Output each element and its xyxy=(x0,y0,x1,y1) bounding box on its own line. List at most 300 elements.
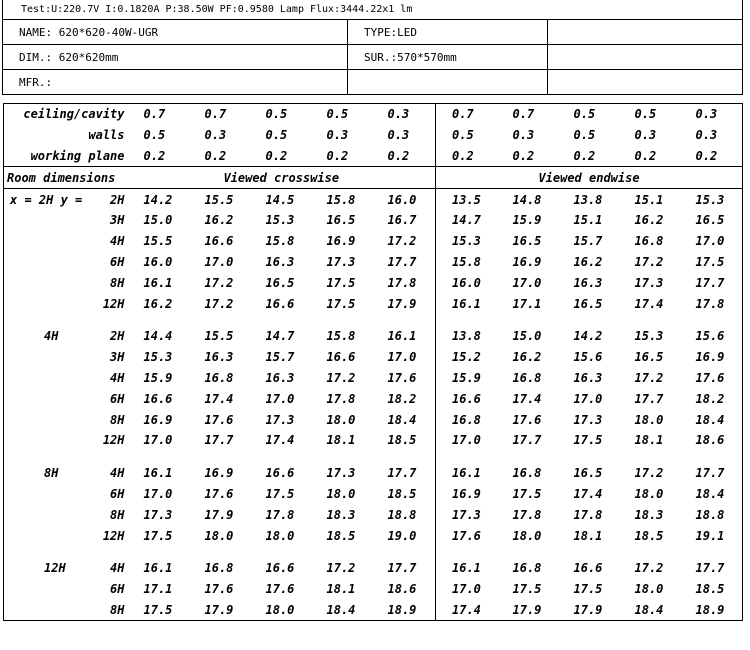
group-spacer xyxy=(4,451,743,463)
ugr-value: 17.7 xyxy=(512,433,542,448)
ugr-value: 17.7 xyxy=(372,558,436,579)
ugr-data-row xyxy=(4,231,743,252)
spacer-cell xyxy=(558,546,619,558)
ugr-value: 16.9 xyxy=(326,234,356,249)
viewed-crosswise-label: Viewed crosswise xyxy=(128,167,436,189)
ugr-value: 15.9 xyxy=(143,370,173,385)
ugr-value: 17.9 xyxy=(204,507,234,522)
empty-cell xyxy=(348,70,548,95)
ugr-value: 17.3 xyxy=(265,412,295,427)
room-y-label: 4H xyxy=(110,561,125,576)
ugr-value: 17.9 xyxy=(558,600,619,621)
spacer-cell xyxy=(436,314,497,326)
ugr-value: 17.5 xyxy=(265,486,295,501)
ugr-value: 0.2 xyxy=(204,148,227,163)
ugr-value: 19.1 xyxy=(680,525,743,546)
ugr-value: 17.6 xyxy=(204,486,234,501)
ugr-data-row xyxy=(4,579,743,600)
ugr-value: 17.4 xyxy=(204,391,234,406)
ugr-value: 15.1 xyxy=(573,213,603,228)
room-y-label: 3H xyxy=(110,350,125,365)
ugr-data-row xyxy=(4,272,743,293)
ugr-value: 0.2 xyxy=(634,148,657,163)
spacer-cell xyxy=(128,546,189,558)
ugr-value: 0.2 xyxy=(143,148,166,163)
ugr-value: 14.2 xyxy=(128,189,189,210)
ugr-value: 17.9 xyxy=(372,293,436,314)
ugr-value: 17.7 xyxy=(634,391,664,406)
ugr-value: 15.8 xyxy=(265,234,295,249)
ugr-value: 15.5 xyxy=(204,329,234,344)
ugr-value: 17.3 xyxy=(143,507,173,522)
ugr-value: 17.6 xyxy=(372,368,436,389)
ugr-value: 15.8 xyxy=(326,329,356,344)
ugr-value: 15.3 xyxy=(143,350,173,365)
ugr-value: 17.8 xyxy=(265,507,295,522)
sur-field: SUR.:570*570mm xyxy=(348,45,548,70)
spacer-cell xyxy=(619,314,680,326)
room-x-label xyxy=(4,409,66,430)
viewed-endwise-label: Viewed endwise xyxy=(436,167,743,189)
ugr-value: 17.3 xyxy=(634,275,664,290)
ugr-data-row xyxy=(4,558,743,579)
ugr-data-row xyxy=(4,293,743,314)
ugr-value: 18.0 xyxy=(326,486,356,501)
ugr-value: 17.0 xyxy=(512,275,542,290)
room-x-label xyxy=(4,484,66,505)
ugr-value: 19.0 xyxy=(372,525,436,546)
ugr-data-row xyxy=(4,504,743,525)
ugr-value: 15.0 xyxy=(512,329,542,344)
room-y-label: 12H xyxy=(102,528,125,543)
ugr-value: 17.0 xyxy=(143,433,173,448)
ugr-value: 14.4 xyxy=(143,329,173,344)
ugr-value: 17.0 xyxy=(452,582,481,597)
ugr-value: 17.1 xyxy=(512,296,542,311)
ugr-value: 16.7 xyxy=(372,210,436,231)
ugr-value: 17.5 xyxy=(512,582,542,597)
ugr-value: 16.1 xyxy=(143,561,173,576)
ugr-value: 18.5 xyxy=(634,528,664,543)
ugr-value: 13.8 xyxy=(452,329,481,344)
room-x-label xyxy=(4,272,66,293)
ugr-value: 18.0 xyxy=(512,528,542,543)
ugr-value: 18.1 xyxy=(634,433,664,448)
room-y-label: 8H xyxy=(110,412,125,427)
ugr-value: 16.2 xyxy=(573,254,603,269)
spacer-cell xyxy=(4,451,128,463)
ugr-value: 18.5 xyxy=(372,484,436,505)
ugr-value: 17.5 xyxy=(143,528,173,543)
ugr-value: 0.3 xyxy=(372,104,436,125)
ceiling-row-label: ceiling/cavity xyxy=(4,104,128,125)
ugr-value: 18.3 xyxy=(326,507,356,522)
ugr-data-row xyxy=(4,326,743,347)
ugr-value: 18.0 xyxy=(265,528,295,543)
ugr-value: 18.0 xyxy=(634,412,664,427)
ugr-value: 0.7 xyxy=(128,104,189,125)
ugr-value: 17.5 xyxy=(512,486,542,501)
ugr-value: 17.1 xyxy=(143,582,173,597)
ugr-value: 0.5 xyxy=(265,128,288,143)
room-y-label: 4H xyxy=(110,466,125,481)
ugr-value: 16.3 xyxy=(573,370,603,385)
ugr-value: 16.8 xyxy=(512,561,542,576)
ugr-data-row xyxy=(4,600,743,621)
room-x-label: x = 2H y = xyxy=(4,189,66,210)
spacer-cell xyxy=(311,451,372,463)
ugr-value: 18.0 xyxy=(326,412,356,427)
ugr-value: 16.3 xyxy=(204,350,234,365)
test-line: Test:U:220.7V I:0.1820A P:38.50W PF:0.9580 Lamp Flux:3444.22x1 lm xyxy=(3,0,743,20)
spacer-cell xyxy=(680,451,743,463)
room-x-label xyxy=(4,252,66,273)
ugr-value: 16.5 xyxy=(680,210,743,231)
ugr-value: 17.6 xyxy=(204,582,234,597)
ugr-value: 16.6 xyxy=(265,561,295,576)
ugr-value: 16.6 xyxy=(265,466,295,481)
ugr-value: 17.0 xyxy=(372,347,436,368)
spacer-cell xyxy=(372,451,436,463)
ugr-value: 0.2 xyxy=(452,148,474,163)
ugr-value: 16.8 xyxy=(512,370,542,385)
spacer-cell xyxy=(189,451,250,463)
empty-cell xyxy=(548,70,743,95)
ugr-value: 16.5 xyxy=(512,234,542,249)
spacer-cell xyxy=(128,314,189,326)
ugr-value: 15.3 xyxy=(452,234,481,249)
spacer-cell xyxy=(250,314,311,326)
ugr-value: 16.1 xyxy=(143,466,173,481)
ugr-value: 17.3 xyxy=(452,507,481,522)
ugr-data-row xyxy=(4,409,743,430)
spacer-cell xyxy=(497,314,558,326)
ugr-data-row xyxy=(4,388,743,409)
room-x-label xyxy=(4,210,66,231)
header-info-table xyxy=(2,0,743,95)
spacer-cell xyxy=(311,546,372,558)
spacer-cell xyxy=(619,451,680,463)
room-x-label xyxy=(4,347,66,368)
ugr-value: 18.3 xyxy=(634,507,664,522)
spacer-cell xyxy=(497,546,558,558)
room-y-label: 6H xyxy=(110,254,125,269)
ugr-value: 18.4 xyxy=(619,600,680,621)
ugr-value: 17.0 xyxy=(452,433,481,448)
ugr-value: 18.2 xyxy=(372,388,436,409)
ugr-value: 16.1 xyxy=(452,466,481,481)
room-x-label xyxy=(4,600,66,621)
ugr-value: 17.5 xyxy=(326,275,356,290)
ugr-value: 16.6 xyxy=(573,561,603,576)
room-x-label xyxy=(4,231,66,252)
name-field: NAME: 620*620-40W-UGR xyxy=(3,20,348,45)
ugr-value: 15.3 xyxy=(265,213,295,228)
ugr-value: 15.5 xyxy=(189,189,250,210)
ugr-data-row xyxy=(4,525,743,546)
spacer-cell xyxy=(436,451,497,463)
ugr-value: 18.0 xyxy=(250,600,311,621)
ugr-value: 18.0 xyxy=(634,486,664,501)
room-y-label: 8H xyxy=(110,507,125,522)
ugr-value: 16.5 xyxy=(326,213,356,228)
spacer-cell xyxy=(4,314,128,326)
ugr-value: 17.8 xyxy=(512,507,542,522)
ugr-value: 17.7 xyxy=(204,433,234,448)
room-x-label xyxy=(4,525,66,546)
ugr-value: 16.0 xyxy=(372,189,436,210)
ugr-value: 0.2 xyxy=(372,146,436,167)
ugr-value: 0.5 xyxy=(250,104,311,125)
ugr-data-row xyxy=(4,368,743,389)
ugr-value: 17.0 xyxy=(204,254,234,269)
ugr-data-row xyxy=(4,484,743,505)
ugr-data-row xyxy=(4,189,743,210)
ugr-value: 17.2 xyxy=(634,561,664,576)
ugr-value: 18.5 xyxy=(372,430,436,451)
ugr-value: 0.2 xyxy=(680,146,743,167)
ugr-value: 17.6 xyxy=(204,412,234,427)
spacer-cell xyxy=(4,546,128,558)
walls-row-label: walls xyxy=(4,125,128,146)
ugr-value: 16.9 xyxy=(452,486,481,501)
ugr-value: 18.5 xyxy=(326,528,356,543)
spacer-cell xyxy=(558,451,619,463)
ugr-value: 0.5 xyxy=(311,104,372,125)
ugr-value: 17.9 xyxy=(189,600,250,621)
ugr-value: 17.2 xyxy=(634,370,664,385)
spacer-cell xyxy=(680,546,743,558)
ugr-value: 18.4 xyxy=(311,600,372,621)
ugr-value: 16.6 xyxy=(265,296,295,311)
room-y-label: 4H xyxy=(110,370,125,385)
ugr-value: 16.2 xyxy=(634,213,664,228)
spacer-cell xyxy=(250,546,311,558)
ugr-value: 16.0 xyxy=(143,254,173,269)
ugr-value: 0.5 xyxy=(573,128,596,143)
group-spacer xyxy=(4,546,743,558)
ugr-value: 16.2 xyxy=(143,296,173,311)
spacer-cell xyxy=(497,451,558,463)
ugr-value: 17.7 xyxy=(680,463,743,484)
spacer-cell xyxy=(436,546,497,558)
ugr-value: 17.2 xyxy=(204,296,234,311)
ugr-value: 15.8 xyxy=(311,189,372,210)
ugr-value: 18.4 xyxy=(680,409,743,430)
ugr-value: 16.9 xyxy=(512,254,542,269)
ugr-value: 17.5 xyxy=(326,296,356,311)
working-plane-row xyxy=(4,146,743,167)
spacer-cell xyxy=(189,314,250,326)
ugr-value: 18.1 xyxy=(326,433,356,448)
ugr-value: 17.2 xyxy=(326,370,356,385)
ugr-value: 16.6 xyxy=(326,350,356,365)
ugr-value: 15.7 xyxy=(573,234,603,249)
room-x-label xyxy=(4,368,66,389)
ugr-value: 17.3 xyxy=(326,254,356,269)
ugr-value: 17.6 xyxy=(680,368,743,389)
ugr-value: 16.8 xyxy=(204,561,234,576)
ugr-value: 17.7 xyxy=(680,272,743,293)
ugr-value: 18.2 xyxy=(680,388,743,409)
ugr-value: 17.7 xyxy=(372,463,436,484)
ugr-value: 17.2 xyxy=(634,254,664,269)
room-x-label xyxy=(4,293,66,314)
ugr-value: 0.3 xyxy=(680,104,743,125)
ugr-value: 17.6 xyxy=(265,582,295,597)
spacer-cell xyxy=(128,451,189,463)
working-plane-row-label: working plane xyxy=(4,146,128,167)
ugr-data-row xyxy=(4,210,743,231)
room-x-label xyxy=(4,504,66,525)
ugr-value: 0.7 xyxy=(189,104,250,125)
ugr-value: 0.2 xyxy=(512,148,535,163)
ugr-table xyxy=(3,103,743,621)
ugr-value: 0.2 xyxy=(573,148,596,163)
room-y-label: 2H xyxy=(66,189,128,210)
ugr-value: 16.1 xyxy=(452,561,481,576)
room-x-label xyxy=(4,430,66,451)
ugr-value: 17.7 xyxy=(680,558,743,579)
ugr-value: 15.9 xyxy=(452,370,481,385)
ugr-value: 16.5 xyxy=(573,296,603,311)
ugr-value: 14.5 xyxy=(250,189,311,210)
spacer-cell xyxy=(311,314,372,326)
ugr-value: 0.7 xyxy=(436,104,497,125)
ugr-value: 18.9 xyxy=(372,600,436,621)
ugr-value: 15.5 xyxy=(143,234,173,249)
ugr-value: 14.7 xyxy=(265,329,295,344)
ugr-value: 16.9 xyxy=(680,347,743,368)
ugr-value: 15.3 xyxy=(680,189,743,210)
ugr-value: 15.6 xyxy=(680,326,743,347)
ugr-value: 16.3 xyxy=(265,370,295,385)
room-y-label: 8H xyxy=(66,600,128,621)
ugr-value: 17.2 xyxy=(372,231,436,252)
ugr-value: 15.0 xyxy=(143,213,173,228)
ugr-value: 0.3 xyxy=(680,125,743,146)
ugr-value: 13.8 xyxy=(558,189,619,210)
ugr-value: 14.2 xyxy=(573,329,603,344)
ugr-value: 17.8 xyxy=(680,293,743,314)
dim-field: DIM.: 620*620mm xyxy=(3,45,348,70)
group-spacer xyxy=(4,314,743,326)
ugr-value: 0.3 xyxy=(204,128,227,143)
ugr-value: 18.0 xyxy=(634,582,664,597)
ugr-value: 18.9 xyxy=(680,600,743,621)
walls-row xyxy=(4,125,743,146)
ugr-value: 17.8 xyxy=(573,507,603,522)
ugr-value: 17.7 xyxy=(372,252,436,273)
room-x-label: 8H xyxy=(4,463,66,484)
ugr-value: 15.7 xyxy=(265,350,295,365)
ugr-value: 16.0 xyxy=(452,275,481,290)
spacer-cell xyxy=(619,546,680,558)
ugr-value: 17.0 xyxy=(573,391,603,406)
ugr-value: 18.6 xyxy=(372,579,436,600)
ugr-value: 16.1 xyxy=(452,296,481,311)
ugr-value: 18.6 xyxy=(680,430,743,451)
ugr-value: 16.1 xyxy=(372,326,436,347)
ugr-value: 17.5 xyxy=(573,582,603,597)
ugr-value: 0.5 xyxy=(143,128,166,143)
ugr-value: 16.3 xyxy=(265,254,295,269)
ugr-value: 16.5 xyxy=(573,466,603,481)
ugr-value: 18.0 xyxy=(204,528,234,543)
ugr-value: 18.1 xyxy=(326,582,356,597)
ugr-value: 18.1 xyxy=(573,528,603,543)
ugr-value: 0.5 xyxy=(452,128,474,143)
ugr-value: 17.5 xyxy=(128,600,189,621)
ugr-value: 0.7 xyxy=(497,104,558,125)
ugr-value: 15.3 xyxy=(634,329,664,344)
ugr-data-row xyxy=(4,430,743,451)
mfr-field: MFR.: xyxy=(3,70,348,95)
type-field: TYPE:LED xyxy=(348,20,548,45)
ugr-value: 17.0 xyxy=(680,231,743,252)
room-y-label: 2H xyxy=(110,329,125,344)
spacer-cell xyxy=(680,314,743,326)
ugr-value: 17.3 xyxy=(573,412,603,427)
room-dimensions-row xyxy=(4,167,743,189)
ugr-value: 18.5 xyxy=(680,579,743,600)
ugr-value: 17.4 xyxy=(634,296,664,311)
ugr-value: 0.5 xyxy=(619,104,680,125)
ugr-value: 0.3 xyxy=(512,128,535,143)
ugr-value: 18.4 xyxy=(372,409,436,430)
ugr-value: 16.3 xyxy=(573,275,603,290)
ugr-value: 16.6 xyxy=(143,391,173,406)
ugr-value: 16.8 xyxy=(452,412,481,427)
ugr-value: 17.5 xyxy=(573,433,603,448)
ugr-value: 17.4 xyxy=(512,391,542,406)
ugr-value: 15.9 xyxy=(512,213,542,228)
room-y-label: 6H xyxy=(110,391,125,406)
ugr-value: 14.7 xyxy=(452,213,481,228)
ugr-value: 16.2 xyxy=(204,213,234,228)
empty-cell xyxy=(548,20,743,45)
ugr-value: 15.8 xyxy=(452,254,481,269)
ugr-value: 0.3 xyxy=(634,128,657,143)
ugr-value: 16.6 xyxy=(204,234,234,249)
ugr-value: 17.3 xyxy=(326,466,356,481)
spacer-cell xyxy=(558,314,619,326)
section-gap xyxy=(0,96,750,103)
ugr-data-row xyxy=(4,463,743,484)
spacer-cell xyxy=(189,546,250,558)
ugr-value: 13.5 xyxy=(436,189,497,210)
ugr-value: 17.4 xyxy=(436,600,497,621)
room-dimensions-label: Room dimensions xyxy=(4,167,128,189)
room-y-label: 6H xyxy=(110,486,125,501)
ugr-value: 15.6 xyxy=(573,350,603,365)
room-x-label: 4H xyxy=(4,326,66,347)
ugr-value: 0.3 xyxy=(326,128,349,143)
ugr-value: 17.4 xyxy=(573,486,603,501)
room-x-label: 12H xyxy=(4,558,66,579)
ugr-value: 0.3 xyxy=(372,125,436,146)
spacer-cell xyxy=(372,314,436,326)
spacer-cell xyxy=(372,546,436,558)
ugr-value: 17.2 xyxy=(326,561,356,576)
ugr-value: 17.0 xyxy=(143,486,173,501)
ugr-value: 16.1 xyxy=(143,275,173,290)
ugr-value: 0.2 xyxy=(265,148,288,163)
ugr-value: 18.4 xyxy=(680,484,743,505)
ugr-value: 15.1 xyxy=(619,189,680,210)
room-x-label xyxy=(4,579,66,600)
ugr-value: 17.0 xyxy=(265,391,295,406)
